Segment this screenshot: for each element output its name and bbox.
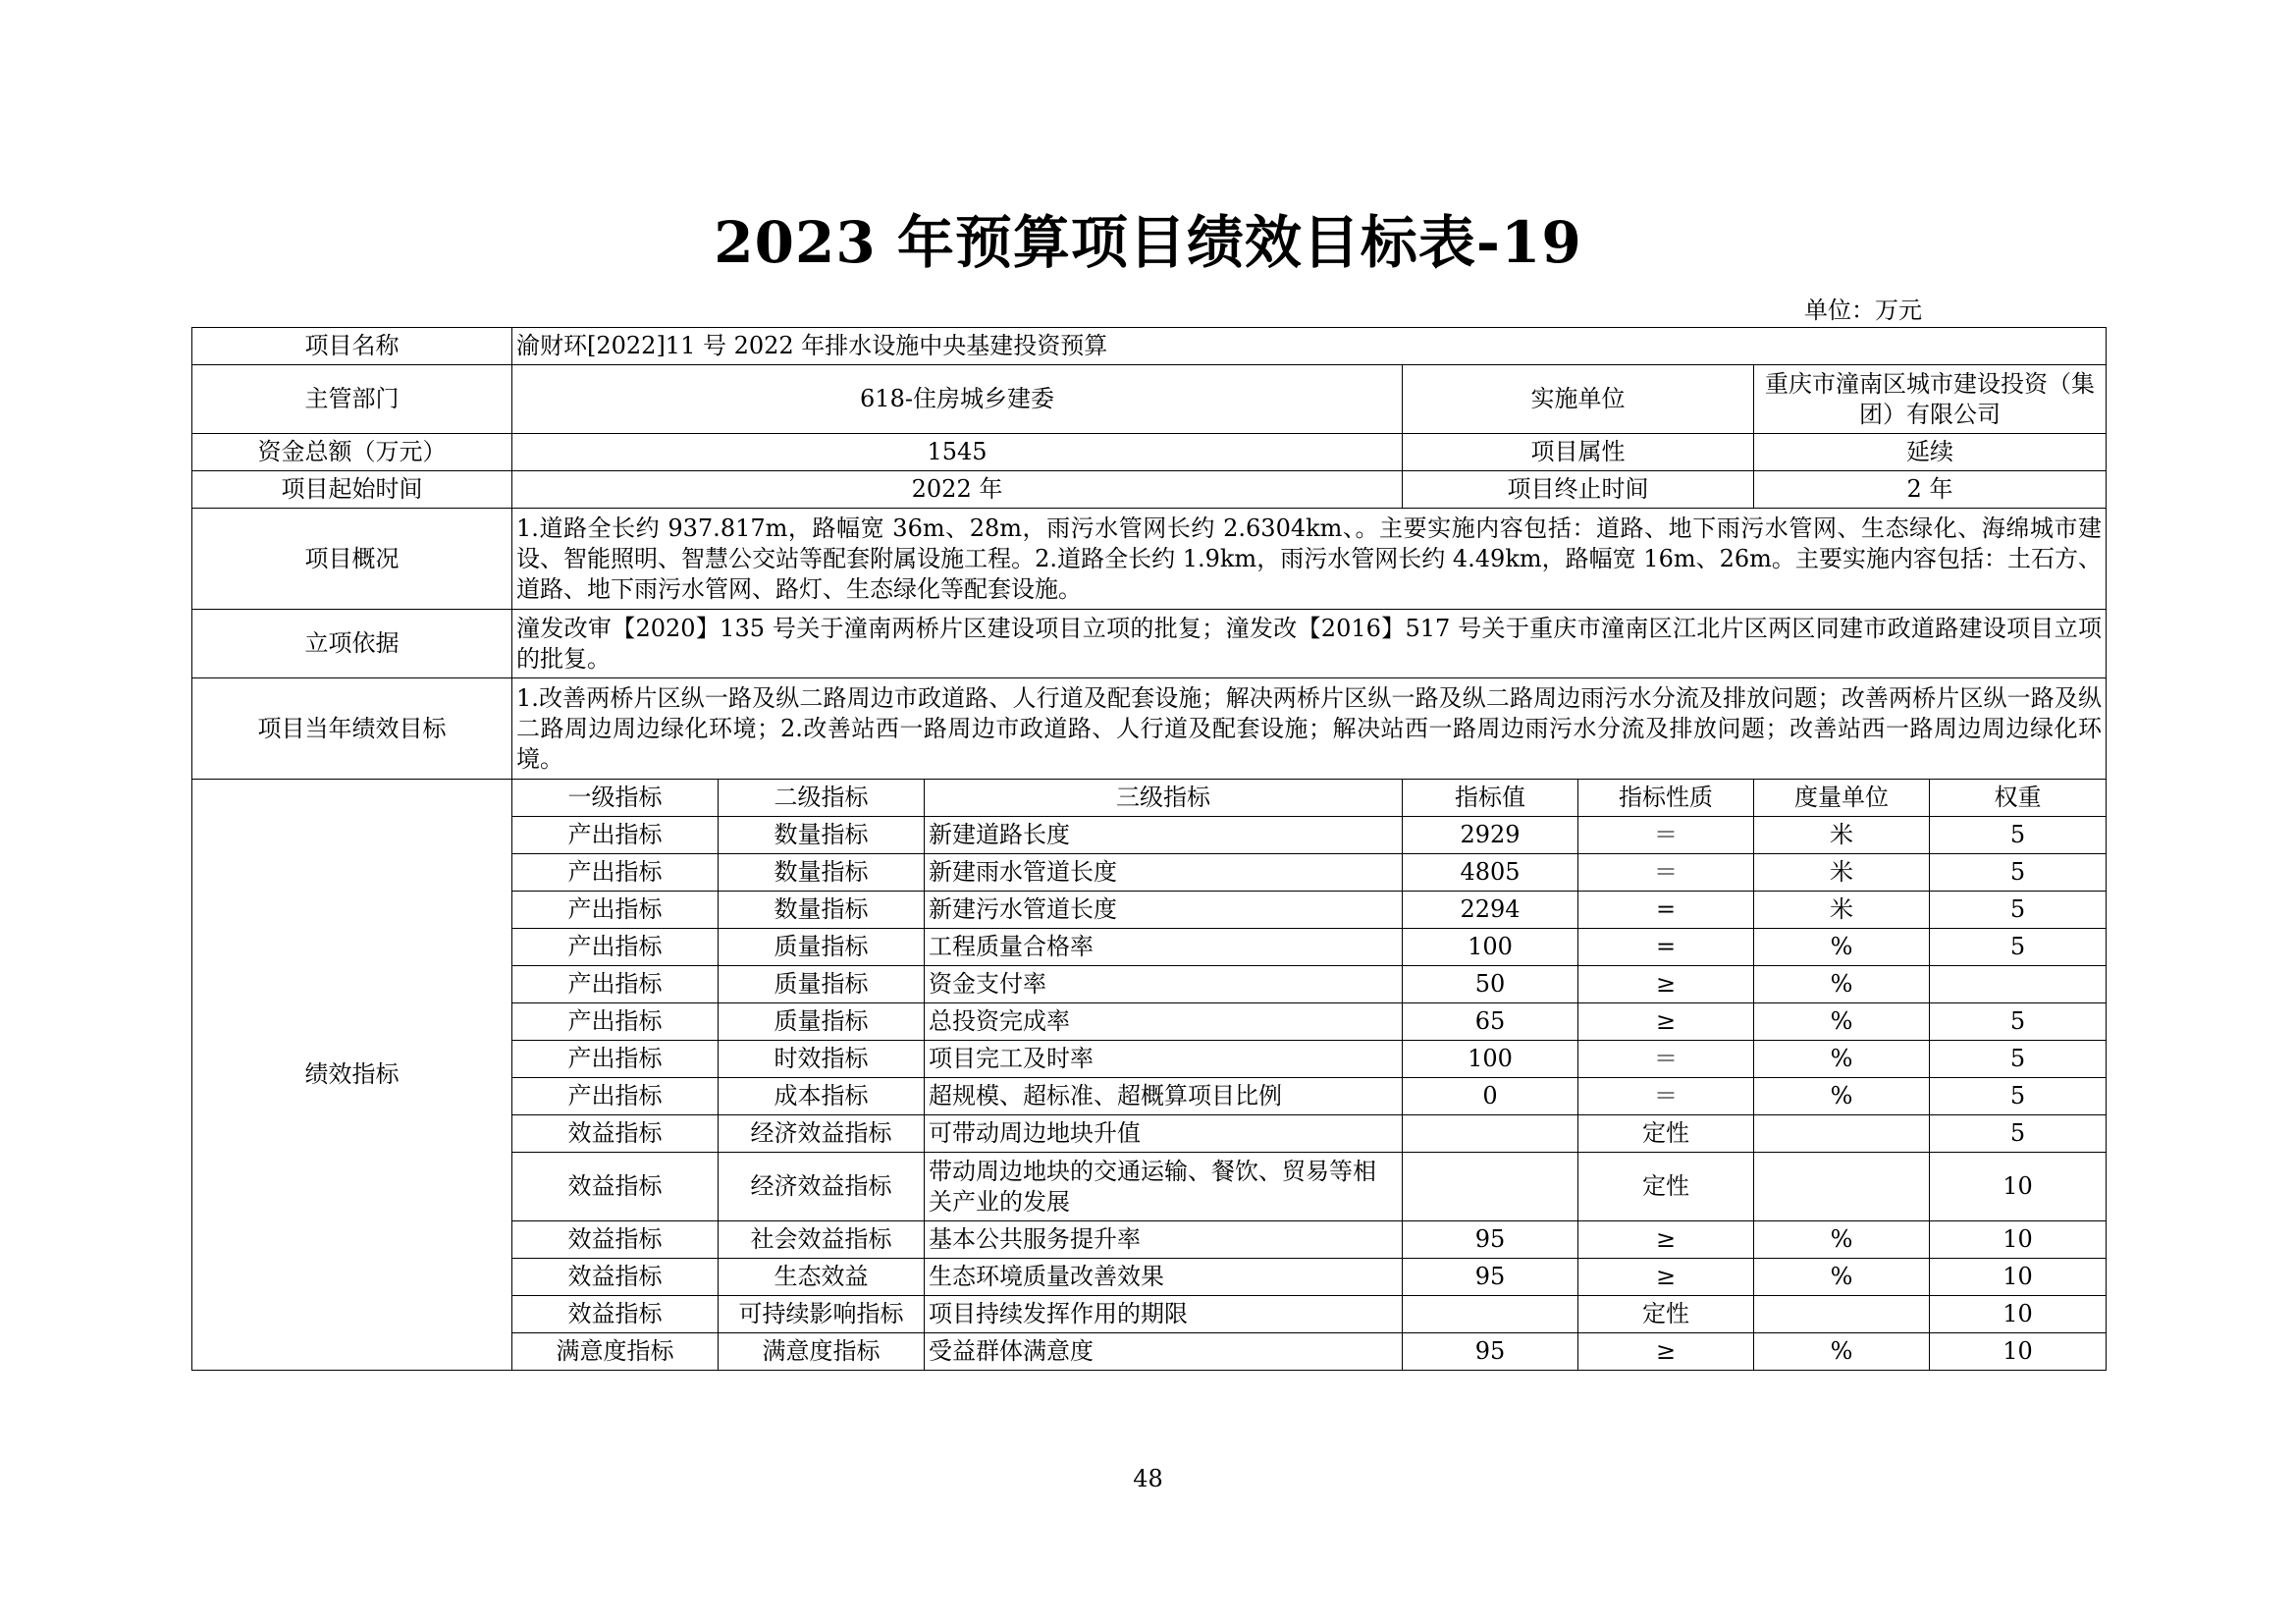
indicator-l1: 产出指标 bbox=[512, 1078, 719, 1115]
funds-value: 1545 bbox=[512, 434, 1403, 471]
indicator-nature: = bbox=[1578, 892, 1754, 929]
indicator-weight: 5 bbox=[1930, 1078, 2107, 1115]
header-nature: 指标性质 bbox=[1578, 780, 1754, 817]
indicator-value: 65 bbox=[1403, 1003, 1578, 1041]
indicator-l1: 产出指标 bbox=[512, 1003, 719, 1041]
indicator-unit bbox=[1754, 1115, 1930, 1153]
indicator-value bbox=[1403, 1296, 1578, 1333]
unit-label: 单位：万元 bbox=[1804, 297, 1922, 324]
indicator-l3: 基本公共服务提升率 bbox=[925, 1221, 1403, 1259]
indicator-nature: ≥ bbox=[1578, 1221, 1754, 1259]
indicator-l3: 新建雨水管道长度 bbox=[925, 854, 1403, 892]
indicator-value bbox=[1403, 1115, 1578, 1153]
indicator-l2: 数量指标 bbox=[719, 817, 925, 854]
page-title: 2023 年预算项目绩效目标表-19 bbox=[714, 209, 1582, 276]
overview-label: 项目概况 bbox=[192, 509, 512, 610]
indicator-weight: 10 bbox=[1930, 1296, 2107, 1333]
indicator-l2: 生态效益 bbox=[719, 1259, 925, 1296]
indicator-nature: ≥ bbox=[1578, 1259, 1754, 1296]
indicator-unit: % bbox=[1754, 1041, 1930, 1078]
indicator-value: 4805 bbox=[1403, 854, 1578, 892]
indicator-nature: 定性 bbox=[1578, 1153, 1754, 1221]
indicator-nature: ＝ bbox=[1578, 1041, 1754, 1078]
overview-value: 1.道路全长约 937.817m，路幅宽 36m、28m，雨污水管网长约 2.6304km、。主要实施内容包括：道路、地下雨污水管网、生态绿化、海绵城市建设、智能照明、智慧公交站等配套附属设施工程。2.道路全长约 1.9km，雨污水管网长约 4.49km，路幅宽 16m、26m。主要实施内容包括：土石方、道路、地下雨污水管网、路灯、生态绿化等配套设施。 bbox=[512, 509, 2107, 610]
indicator-l1: 产出指标 bbox=[512, 929, 719, 966]
indicator-l3: 工程质量合格率 bbox=[925, 929, 1403, 966]
header-l1: 一级指标 bbox=[512, 780, 719, 817]
indicator-weight: 10 bbox=[1930, 1259, 2107, 1296]
indicator-l1: 效益指标 bbox=[512, 1296, 719, 1333]
indicator-value bbox=[1403, 1153, 1578, 1221]
indicator-unit: % bbox=[1754, 929, 1930, 966]
indicator-nature: ＝ bbox=[1578, 817, 1754, 854]
indicator-l1: 产出指标 bbox=[512, 1041, 719, 1078]
end-value: 2 年 bbox=[1754, 471, 2107, 509]
indicator-nature: ≥ bbox=[1578, 1003, 1754, 1041]
indicator-l3: 新建污水管道长度 bbox=[925, 892, 1403, 929]
indicator-l3: 带动周边地块的交通运输、餐饮、贸易等相关产业的发展 bbox=[925, 1153, 1403, 1221]
row-time bbox=[192, 471, 2107, 509]
header-weight: 权重 bbox=[1930, 780, 2107, 817]
indicator-l3: 生态环境质量改善效果 bbox=[925, 1259, 1403, 1296]
indicator-l3: 项目完工及时率 bbox=[925, 1041, 1403, 1078]
indicator-l2: 经济效益指标 bbox=[719, 1115, 925, 1153]
indicator-weight: 5 bbox=[1930, 1003, 2107, 1041]
indicator-l2: 可持续影响指标 bbox=[719, 1296, 925, 1333]
indicator-l3: 可带动周边地块升值 bbox=[925, 1115, 1403, 1153]
basis-label: 立项依据 bbox=[192, 610, 512, 678]
indicator-header-row bbox=[192, 780, 2107, 817]
indicator-l1: 效益指标 bbox=[512, 1115, 719, 1153]
row-overview bbox=[192, 509, 2107, 610]
indicator-l1: 产出指标 bbox=[512, 817, 719, 854]
header-unit: 度量单位 bbox=[1754, 780, 1930, 817]
indicator-weight: 5 bbox=[1930, 1041, 2107, 1078]
indicator-value: 2294 bbox=[1403, 892, 1578, 929]
indicator-value: 95 bbox=[1403, 1333, 1578, 1371]
header-value: 指标值 bbox=[1403, 780, 1578, 817]
indicator-l2: 经济效益指标 bbox=[719, 1153, 925, 1221]
row-department bbox=[192, 365, 2107, 434]
indicator-weight: 5 bbox=[1930, 892, 2107, 929]
indicator-l2: 质量指标 bbox=[719, 929, 925, 966]
performance-table bbox=[191, 327, 2107, 1371]
indicator-l2: 满意度指标 bbox=[719, 1333, 925, 1371]
start-value: 2022 年 bbox=[512, 471, 1403, 509]
indicator-l3: 受益群体满意度 bbox=[925, 1333, 1403, 1371]
project-name-value: 渝财环[2022]11 号 2022 年排水设施中央基建投资预算 bbox=[512, 328, 2107, 365]
indicator-weight: 10 bbox=[1930, 1221, 2107, 1259]
end-label: 项目终止时间 bbox=[1403, 471, 1754, 509]
indicator-unit: % bbox=[1754, 1003, 1930, 1041]
row-project-name bbox=[192, 328, 2107, 365]
header-l2: 二级指标 bbox=[719, 780, 925, 817]
indicator-unit: % bbox=[1754, 1078, 1930, 1115]
indicator-l2: 数量指标 bbox=[719, 892, 925, 929]
indicator-unit: 米 bbox=[1754, 854, 1930, 892]
indicator-weight: 5 bbox=[1930, 1115, 2107, 1153]
indicator-l2: 社会效益指标 bbox=[719, 1221, 925, 1259]
indicator-l1: 产出指标 bbox=[512, 892, 719, 929]
project-name-label: 项目名称 bbox=[192, 328, 512, 365]
indicator-nature: = bbox=[1578, 929, 1754, 966]
goal-value: 1.改善两桥片区纵一路及纵二路周边市政道路、人行道及配套设施；解决两桥片区纵一路及纵二路周边雨污水分流及排放问题；改善两桥片区纵一路及纵二路周边周边绿化环境；2.改善站西一路周边市政道路、人行道及配套设施；解决站西一路周边雨污水分流及排放问题；改善站西一路周边周边绿化环境。 bbox=[512, 678, 2107, 780]
indicator-section-label: 绩效指标 bbox=[192, 780, 512, 1371]
indicator-weight: 10 bbox=[1930, 1333, 2107, 1371]
attr-value: 延续 bbox=[1754, 434, 2107, 471]
indicator-unit: % bbox=[1754, 966, 1930, 1003]
header-l3: 三级指标 bbox=[925, 780, 1403, 817]
indicator-nature: ＝ bbox=[1578, 854, 1754, 892]
indicator-l3: 资金支付率 bbox=[925, 966, 1403, 1003]
indicator-value: 95 bbox=[1403, 1221, 1578, 1259]
attr-label: 项目属性 bbox=[1403, 434, 1754, 471]
goal-label: 项目当年绩效目标 bbox=[192, 678, 512, 780]
funds-label: 资金总额（万元） bbox=[192, 434, 512, 471]
indicator-l3: 超规模、超标准、超概算项目比例 bbox=[925, 1078, 1403, 1115]
indicator-nature: ＝ bbox=[1578, 1078, 1754, 1115]
indicator-value: 50 bbox=[1403, 966, 1578, 1003]
basis-value: 潼发改审【2020】135 号关于潼南两桥片区建设项目立项的批复；潼发改【2016】517 号关于重庆市潼南区江北片区两区同建市政道路建设项目立项的批复。 bbox=[512, 610, 2107, 678]
indicator-unit: % bbox=[1754, 1221, 1930, 1259]
indicator-weight: 10 bbox=[1930, 1153, 2107, 1221]
indicator-nature: ≥ bbox=[1578, 966, 1754, 1003]
indicator-l1: 效益指标 bbox=[512, 1221, 719, 1259]
page-number: 48 bbox=[1133, 1465, 1163, 1492]
indicator-l1: 效益指标 bbox=[512, 1259, 719, 1296]
indicator-l1: 产出指标 bbox=[512, 966, 719, 1003]
indicator-l3: 项目持续发挥作用的期限 bbox=[925, 1296, 1403, 1333]
indicator-l3: 总投资完成率 bbox=[925, 1003, 1403, 1041]
impl-value: 重庆市潼南区城市建设投资（集团）有限公司 bbox=[1754, 365, 2107, 434]
indicator-l2: 数量指标 bbox=[719, 854, 925, 892]
indicator-unit: % bbox=[1754, 1333, 1930, 1371]
indicator-l2: 成本指标 bbox=[719, 1078, 925, 1115]
indicator-value: 0 bbox=[1403, 1078, 1578, 1115]
indicator-value: 100 bbox=[1403, 929, 1578, 966]
indicator-weight: 5 bbox=[1930, 929, 2107, 966]
indicator-unit: 米 bbox=[1754, 817, 1930, 854]
row-funds bbox=[192, 434, 2107, 471]
indicator-unit bbox=[1754, 1153, 1930, 1221]
indicator-l2: 质量指标 bbox=[719, 1003, 925, 1041]
indicator-weight: 5 bbox=[1930, 854, 2107, 892]
indicator-nature: 定性 bbox=[1578, 1296, 1754, 1333]
indicator-l1: 满意度指标 bbox=[512, 1333, 719, 1371]
row-basis bbox=[192, 610, 2107, 678]
indicator-unit: 米 bbox=[1754, 892, 1930, 929]
dept-label: 主管部门 bbox=[192, 365, 512, 434]
indicator-weight: 5 bbox=[1930, 817, 2107, 854]
indicator-unit: % bbox=[1754, 1259, 1930, 1296]
indicator-value: 100 bbox=[1403, 1041, 1578, 1078]
indicator-l1: 产出指标 bbox=[512, 854, 719, 892]
indicator-l1: 效益指标 bbox=[512, 1153, 719, 1221]
start-label: 项目起始时间 bbox=[192, 471, 512, 509]
indicator-weight bbox=[1930, 966, 2107, 1003]
indicator-unit bbox=[1754, 1296, 1930, 1333]
dept-value: 618-住房城乡建委 bbox=[512, 365, 1403, 434]
indicator-value: 95 bbox=[1403, 1259, 1578, 1296]
impl-label: 实施单位 bbox=[1403, 365, 1754, 434]
indicator-l2: 质量指标 bbox=[719, 966, 925, 1003]
indicator-l3: 新建道路长度 bbox=[925, 817, 1403, 854]
indicator-nature: 定性 bbox=[1578, 1115, 1754, 1153]
indicator-nature: ≥ bbox=[1578, 1333, 1754, 1371]
row-goal bbox=[192, 678, 2107, 780]
indicator-value: 2929 bbox=[1403, 817, 1578, 854]
indicator-l2: 时效指标 bbox=[719, 1041, 925, 1078]
